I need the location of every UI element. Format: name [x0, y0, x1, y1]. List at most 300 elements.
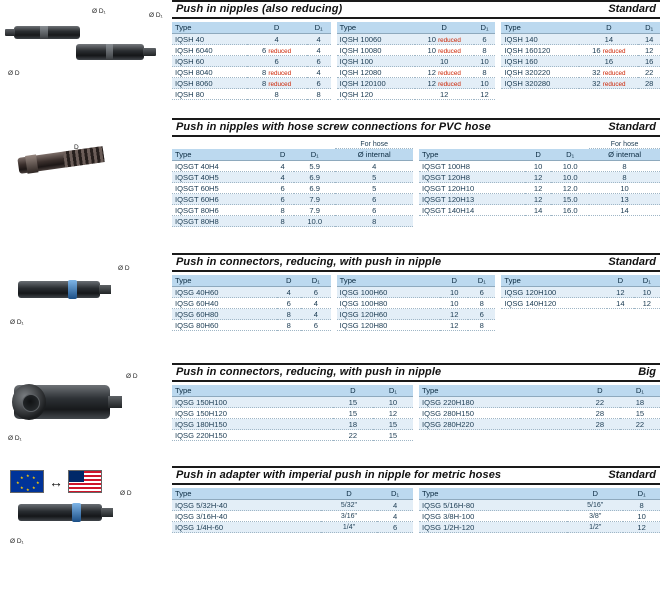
table-row — [337, 78, 496, 89]
section-1-title: Push in nipples (also reducing) — [176, 3, 343, 15]
cell-d: 12 — [525, 183, 551, 194]
section-reducing-connectors — [0, 253, 666, 363]
col-internal: Ø internal — [589, 149, 660, 161]
cell-type: IQSG 80H60 — [172, 320, 277, 331]
section-4-header — [172, 363, 660, 382]
cell-type: IQSH 8040 — [172, 67, 247, 78]
cell-type: IQSH 80 — [172, 89, 247, 100]
dim-label-d1: Ø D₁ — [10, 319, 24, 326]
table-5a — [172, 488, 413, 533]
product-image-push-in-nipples — [0, 0, 172, 118]
cell-d1: 10.0 — [551, 161, 589, 172]
cell-d: 6 reduced — [247, 45, 307, 56]
cell-type: IQSG 140H120 — [501, 298, 607, 309]
table-row — [337, 89, 496, 100]
col-type: Type — [172, 385, 333, 397]
cell-type: IQSH 10080 — [337, 45, 415, 56]
cell-d1: 8 — [474, 45, 496, 56]
col-d1: D₁ — [294, 149, 335, 161]
cell-d1: 10.0 — [551, 172, 589, 183]
cell-d: 10 — [525, 161, 551, 172]
section-3-header — [172, 253, 660, 272]
table-row — [172, 397, 413, 408]
table-row — [172, 161, 413, 172]
cell-d: 22 — [580, 397, 620, 408]
cell-d1: 4 — [301, 298, 331, 309]
cell-type: IQSG 60H80 — [172, 309, 277, 320]
cell-d: 3/16" — [321, 511, 377, 522]
section-1-content — [172, 0, 666, 118]
table-row — [172, 511, 413, 522]
table-4b — [419, 385, 660, 430]
section-2-content — [172, 118, 666, 253]
table-row — [172, 89, 331, 100]
table-row — [419, 511, 660, 522]
eu-flag-icon: ★ ★ ★ ★ ★ ★ ★ ★ — [10, 470, 44, 493]
table-2a-wrap — [172, 140, 413, 227]
cell-internal: 6 — [335, 205, 413, 216]
cell-d1: 10 — [373, 397, 413, 408]
cell-type: IQSGT 120H8 — [419, 172, 525, 183]
cell-type: IQSGT 100H8 — [419, 161, 525, 172]
cell-d1: 14 — [638, 34, 660, 45]
section-2-header — [172, 118, 660, 137]
section-5-header — [172, 466, 660, 485]
table-row — [172, 45, 331, 56]
cell-type: IQSG 100H60 — [337, 287, 441, 298]
table-row — [172, 194, 413, 205]
section-imperial-adapter — [0, 466, 666, 562]
table-row — [337, 309, 496, 320]
nipple-body-lower — [76, 44, 144, 60]
cell-d1: 10 — [634, 287, 660, 298]
reduced-note: reduced — [438, 80, 461, 88]
cell-type: IQSH 140 — [501, 34, 579, 45]
cell-d1: 22 — [638, 67, 660, 78]
nipple-body-upper — [14, 26, 80, 39]
cell-d: 6 — [277, 298, 301, 309]
cell-type: IQSG 60H40 — [172, 298, 277, 309]
cell-internal: 8 — [589, 172, 660, 183]
col-d: D — [580, 385, 620, 397]
cell-d1: 16.0 — [551, 205, 589, 216]
cell-type: IQSG 150H100 — [172, 397, 333, 408]
cell-type: IQSG 220H150 — [172, 430, 333, 441]
col-type: Type — [419, 488, 567, 500]
cell-type: IQSG 3/16H-40 — [172, 511, 321, 522]
cell-d: 14 — [579, 34, 638, 45]
cell-d1: 8 — [468, 298, 495, 309]
cell-type: IQSG 40H60 — [172, 287, 277, 298]
cell-d1: 8 — [307, 89, 331, 100]
cell-d1: 6 — [474, 34, 496, 45]
cell-type: IQSGT 140H14 — [419, 205, 525, 216]
reduced-note: reduced — [438, 36, 461, 44]
cell-internal: 6 — [335, 194, 413, 205]
table-row — [172, 430, 413, 441]
table-row — [337, 67, 496, 78]
cell-type: IQSGT 40H4 — [172, 161, 271, 172]
cell-type: IQSGT 120H13 — [419, 194, 525, 205]
col-d: D — [247, 22, 307, 34]
cell-d: 32 reduced — [579, 67, 638, 78]
dim-label-d: Ø D — [126, 373, 138, 380]
cell-type: IQSGT 80H8 — [172, 216, 271, 227]
cell-d1: 6.9 — [294, 172, 335, 183]
cell-d1: 6 — [468, 287, 495, 298]
table-row — [419, 397, 660, 408]
reduced-note: reduced — [438, 69, 461, 77]
dim-label-d: Ø D — [8, 70, 20, 77]
cell-d: 22 — [333, 430, 373, 441]
table-3b-wrap — [337, 275, 496, 331]
col-d: D — [277, 275, 301, 287]
table-row — [172, 67, 331, 78]
cell-d1: 22 — [620, 419, 660, 430]
cell-d1: 12 — [623, 522, 660, 533]
cell-d: 12 — [415, 89, 474, 100]
product-image-imperial-adapter — [0, 466, 172, 562]
cell-d: 1/4" — [321, 522, 377, 533]
col-d: D — [567, 488, 623, 500]
section-3-content — [172, 253, 666, 363]
table-row — [337, 34, 496, 45]
dim-label-d1: Ø D₁ — [10, 538, 24, 545]
cell-d: 14 — [607, 298, 633, 309]
col-d1: D₁ — [620, 385, 660, 397]
cell-d1: 15.0 — [551, 194, 589, 205]
cell-d1: 8 — [623, 500, 660, 511]
cell-d1: 10.0 — [294, 216, 335, 227]
cell-d: 4 — [271, 161, 294, 172]
cell-d1: 12 — [638, 45, 660, 56]
table-2b — [419, 140, 660, 216]
product-image-reducing-connector — [0, 253, 172, 363]
col-d1: D₁ — [373, 385, 413, 397]
section-4-content — [172, 363, 666, 466]
table-row — [337, 287, 496, 298]
table-3b — [337, 275, 496, 331]
table-row — [419, 194, 660, 205]
col-type: Type — [501, 275, 607, 287]
table-row — [172, 183, 413, 194]
cell-type: IQSG 220H180 — [419, 397, 580, 408]
table-1a-wrap — [172, 22, 331, 100]
table-row — [501, 287, 660, 298]
section-1-header — [172, 0, 660, 19]
col-d: D — [525, 149, 551, 161]
section-5-tables — [172, 488, 660, 533]
table-row — [419, 500, 660, 511]
cell-d1: 4 — [307, 45, 331, 56]
section-5-tag: Standard — [608, 469, 656, 481]
table-row — [419, 419, 660, 430]
table-row — [172, 287, 331, 298]
cell-d1: 4 — [301, 309, 331, 320]
cell-d: 10 — [440, 298, 468, 309]
col-type: Type — [172, 22, 247, 34]
cell-internal: 10 — [589, 183, 660, 194]
cell-d: 12 — [525, 172, 551, 183]
cell-internal: 4 — [335, 161, 413, 172]
barbed-nipple-body — [17, 146, 104, 174]
table-row — [172, 78, 331, 89]
section-2-title: Push in nipples with hose screw connections for PVC hose — [176, 121, 491, 133]
cell-type: IQSG 3/8H-100 — [419, 511, 567, 522]
table-row — [172, 34, 331, 45]
cell-type: IQSGT 60H6 — [172, 194, 271, 205]
cell-d: 4 — [271, 172, 294, 183]
section-4-title: Push in connectors, reducing, with push in nipple — [176, 366, 442, 378]
cell-d: 6 — [271, 183, 294, 194]
reduced-note: reduced — [438, 47, 461, 55]
dim-label-d: Ø D — [120, 490, 132, 497]
col-d: D — [321, 488, 377, 500]
cell-type: IQSG 5/32H-40 — [172, 500, 321, 511]
reduced-note: reduced — [602, 80, 626, 88]
cell-d: 32 reduced — [579, 78, 638, 89]
cell-type: IQSG 150H120 — [172, 408, 333, 419]
cell-d: 28 — [580, 408, 620, 419]
col-d: D — [333, 385, 373, 397]
cell-d1: 16 — [638, 56, 660, 67]
cell-d1: 6.9 — [294, 183, 335, 194]
cell-d: 4 — [277, 287, 301, 298]
cell-d: 8 — [271, 216, 294, 227]
cell-internal: 5 — [335, 172, 413, 183]
flags-row — [10, 470, 102, 493]
cell-type: IQSG 5/16H-80 — [419, 500, 567, 511]
cell-d: 5/32" — [321, 500, 377, 511]
big-connector-body — [14, 385, 110, 419]
cell-d: 3/8" — [567, 511, 623, 522]
cell-d1: 4 — [377, 511, 413, 522]
table-row — [172, 419, 413, 430]
cell-d: 6 — [271, 194, 294, 205]
col-type: Type — [419, 385, 580, 397]
cell-d: 12 reduced — [415, 67, 474, 78]
cell-d1: 10 — [474, 78, 496, 89]
cell-d: 15 — [333, 397, 373, 408]
cell-type: IQSH 60 — [172, 56, 247, 67]
section-2-tag: Standard — [608, 121, 656, 133]
cell-d: 15 — [333, 408, 373, 419]
cell-d1: 5.9 — [294, 161, 335, 172]
table-1c — [501, 22, 660, 89]
cell-d1: 6 — [301, 287, 331, 298]
cell-type: IQSH 320280 — [501, 78, 579, 89]
table-row — [501, 67, 660, 78]
cell-type: IQSH 160120 — [501, 45, 579, 56]
cell-d: 16 — [579, 56, 638, 67]
dim-label-d: D — [74, 144, 79, 151]
cell-type: IQSH 320220 — [501, 67, 579, 78]
cell-d: 28 — [580, 419, 620, 430]
cell-d1: 6 — [468, 309, 495, 320]
cell-type: IQSH 12080 — [337, 67, 415, 78]
reduced-note: reduced — [602, 47, 626, 55]
cell-type: IQSG 180H150 — [172, 419, 333, 430]
table-5b — [419, 488, 660, 533]
cell-d: 8 — [277, 320, 301, 331]
table-row — [172, 408, 413, 419]
section-5-title: Push in adapter with imperial push in nipple for metric hoses — [176, 469, 502, 481]
cell-d1: 8 — [474, 67, 496, 78]
cell-d1: 4 — [307, 34, 331, 45]
col-type: Type — [337, 22, 415, 34]
table-row — [337, 56, 496, 67]
col-d1: D₁ — [638, 22, 660, 34]
cell-type: IQSH 40 — [172, 34, 247, 45]
cell-type: IQSH 10060 — [337, 34, 415, 45]
table-5a-wrap — [172, 488, 413, 533]
reduced-note: reduced — [268, 80, 292, 88]
for-hose-header: For hose — [335, 140, 413, 149]
table-row — [501, 56, 660, 67]
cell-type: IQSGT 120H10 — [419, 183, 525, 194]
table-row — [419, 172, 660, 183]
section-3-tag: Standard — [608, 256, 656, 268]
section-2-tables — [172, 140, 660, 227]
product-image-big-connector — [0, 363, 172, 466]
cell-type: IQSG 1/4H-60 — [172, 522, 321, 533]
product-image-pvc-nipple — [0, 118, 172, 253]
table-row — [501, 45, 660, 56]
col-type: Type — [419, 149, 525, 161]
cell-d: 12 — [440, 320, 468, 331]
col-type: Type — [501, 22, 579, 34]
section-5-content — [172, 466, 666, 562]
table-row — [337, 320, 496, 331]
dim-label-d: Ø D — [118, 265, 130, 272]
col-d: D — [415, 22, 474, 34]
table-row — [172, 500, 413, 511]
table-row — [172, 56, 331, 67]
cell-d1: 4 — [307, 67, 331, 78]
cell-type: IQSG 1/2H-120 — [419, 522, 567, 533]
cell-d: 8 — [271, 205, 294, 216]
cell-d: 16 reduced — [579, 45, 638, 56]
cell-d1: 15 — [620, 408, 660, 419]
col-d1: D₁ — [307, 22, 331, 34]
cell-d1: 12 — [373, 408, 413, 419]
cell-d: 10 — [415, 56, 474, 67]
table-row — [172, 172, 413, 183]
cell-d: 8 reduced — [247, 78, 307, 89]
cell-d: 8 reduced — [247, 67, 307, 78]
cell-d: 12 — [440, 309, 468, 320]
table-3a-wrap — [172, 275, 331, 331]
cell-internal: 8 — [335, 216, 413, 227]
connector-body — [18, 281, 100, 298]
section-3-tables — [172, 275, 660, 331]
col-internal: Ø internal — [335, 149, 413, 161]
cell-d1: 6 — [307, 56, 331, 67]
cell-d1: 15 — [373, 419, 413, 430]
col-d1: D₁ — [623, 488, 660, 500]
table-2b-wrap — [419, 140, 660, 216]
cell-type: IQSH 120100 — [337, 78, 415, 89]
cell-d1: 6 — [307, 78, 331, 89]
cell-internal: 5 — [335, 183, 413, 194]
cell-d1: 6 — [301, 320, 331, 331]
table-4b-wrap — [419, 385, 660, 430]
cell-d1: 7.9 — [294, 205, 335, 216]
col-type: Type — [172, 149, 271, 161]
col-d: D — [607, 275, 633, 287]
section-4-tag: Big — [638, 366, 656, 378]
cell-d: 1/2" — [567, 522, 623, 533]
reduced-note: reduced — [602, 69, 626, 77]
table-row — [419, 183, 660, 194]
col-d: D — [440, 275, 468, 287]
cell-d1: 4 — [377, 500, 413, 511]
cell-type: IQSG 120H80 — [337, 320, 441, 331]
cell-d1: 28 — [638, 78, 660, 89]
col-d1: D₁ — [474, 22, 496, 34]
section-3-title: Push in connectors, reducing, with push in nipple — [176, 256, 442, 268]
cell-type: IQSH 100 — [337, 56, 415, 67]
cell-internal: 14 — [589, 205, 660, 216]
for-hose-header: For hose — [589, 140, 660, 149]
us-flag-icon — [68, 470, 102, 493]
cell-type: IQSG 100H80 — [337, 298, 441, 309]
table-2a — [172, 140, 413, 227]
table-4a — [172, 385, 413, 441]
dim-label-d1: Ø D₁ — [92, 8, 106, 15]
cell-d: 12 — [525, 194, 551, 205]
reduced-note: reduced — [268, 69, 292, 77]
section-big-connectors — [0, 363, 666, 466]
cell-type: IQSG 280H220 — [419, 419, 580, 430]
table-row — [172, 298, 331, 309]
table-3a — [172, 275, 331, 331]
cell-type: IQSGT 60H5 — [172, 183, 271, 194]
cell-d: 5/16" — [567, 500, 623, 511]
cell-type: IQSH 8060 — [172, 78, 247, 89]
cell-d: 6 — [247, 56, 307, 67]
table-row — [337, 298, 496, 309]
cell-d1: 6 — [377, 522, 413, 533]
cell-d: 10 — [440, 287, 468, 298]
col-d: D — [579, 22, 638, 34]
col-type: Type — [172, 275, 277, 287]
table-3c — [501, 275, 660, 309]
cell-d: 12 reduced — [415, 78, 474, 89]
cell-d: 14 — [525, 205, 551, 216]
cell-d: 8 — [277, 309, 301, 320]
cell-d1: 10 — [474, 56, 496, 67]
table-1c-wrap — [501, 22, 660, 89]
cell-internal: 13 — [589, 194, 660, 205]
table-row — [172, 309, 331, 320]
col-d1: D₁ — [634, 275, 660, 287]
cell-d1: 7.9 — [294, 194, 335, 205]
table-row — [501, 34, 660, 45]
cell-type: IQSGT 40H5 — [172, 172, 271, 183]
table-row — [419, 161, 660, 172]
col-d1: D₁ — [468, 275, 495, 287]
exchange-arrows-icon: ↔ — [49, 473, 63, 490]
adapter-body — [18, 504, 102, 521]
table-row — [419, 408, 660, 419]
cell-d1: 12 — [634, 298, 660, 309]
table-3c-wrap — [501, 275, 660, 309]
cell-d1: 15 — [373, 430, 413, 441]
cell-d: 10 reduced — [415, 45, 474, 56]
table-row — [172, 216, 413, 227]
cell-type: IQSH 160 — [501, 56, 579, 67]
